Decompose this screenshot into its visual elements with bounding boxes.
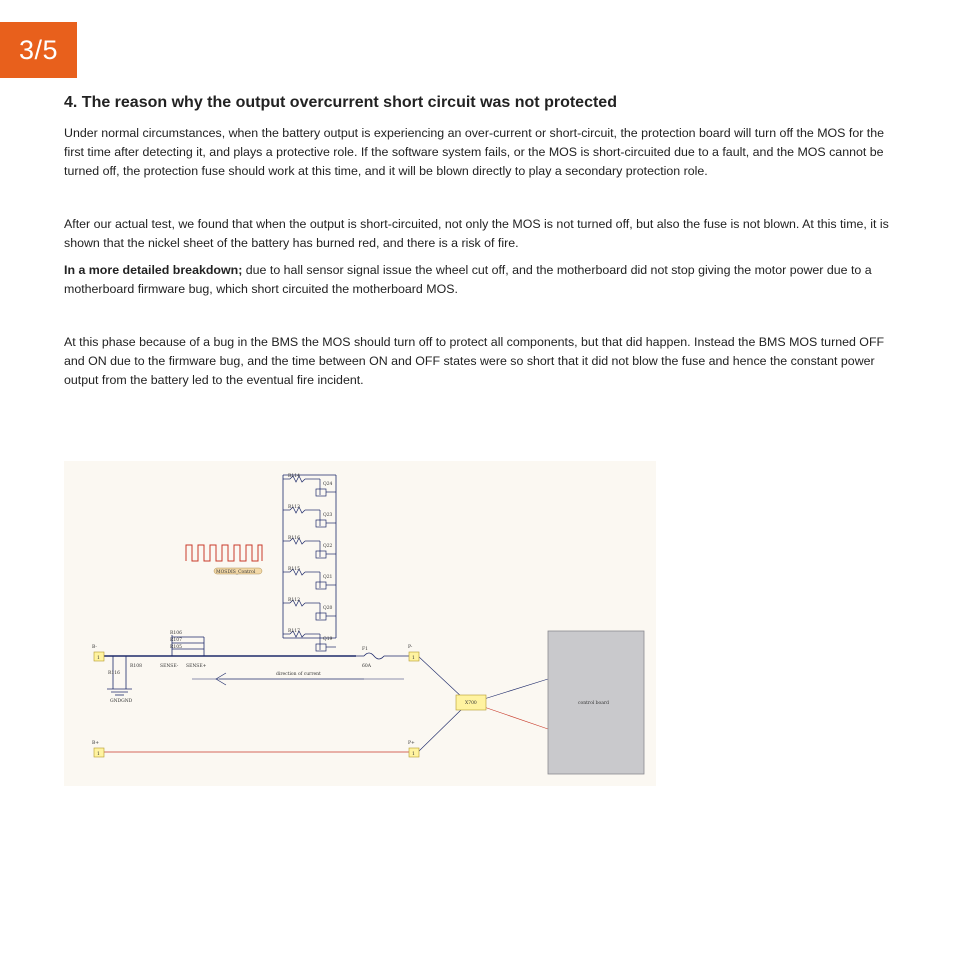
- gate-resistor-label: R116: [288, 536, 300, 541]
- direction-label: direction of current: [276, 672, 321, 677]
- gate-resistor-label: R114: [288, 474, 300, 479]
- sense-resistor-label-1: R106: [170, 631, 182, 636]
- breakdown-text: due to hall sensor signal issue the wheel cut off, and the motherboard did not stop giving the motor power due to a motherboard firmware bug, which short circuited the motherboard MOS.: [64, 263, 872, 296]
- section-heading: 4. The reason why the output overcurrent short circuit was not protected: [64, 94, 617, 111]
- schematic-svg: [64, 461, 656, 786]
- mosfet-row: [283, 535, 336, 558]
- mosfet-symbol: [316, 613, 326, 620]
- x700-label: X700: [465, 701, 477, 706]
- mosfet-label: Q24: [323, 482, 333, 487]
- mosfet-row: [283, 566, 336, 589]
- sense-minus-label: SENSE-: [160, 664, 179, 669]
- b-minus-pin: 1: [97, 656, 100, 661]
- mosfet-row: [283, 473, 336, 496]
- breakdown-bold-lead: In a more detailed breakdown;: [64, 263, 243, 277]
- mosfet-symbol: [316, 644, 326, 651]
- mosfet-symbol: [316, 489, 326, 496]
- ground-label: GNDGND: [110, 699, 133, 704]
- gate-resistor-label: R113: [288, 505, 300, 510]
- p-minus-pin: 1: [412, 656, 415, 661]
- article-body: [64, 94, 904, 390]
- mosfet-symbol: [316, 582, 326, 589]
- mosfet-label: Q19: [323, 637, 333, 642]
- mosfet-symbol: [316, 520, 326, 527]
- mosdis-control-label: MOSDIS_Control: [216, 570, 256, 575]
- paragraph-actual-test: After our actual test, we found that when the output is short-circuited, not only the MOS is not turned off, but also the fuse is not blown. At this time, it is shown that the nickel sheet of the battery has burned red, and there is a risk of fire.: [64, 217, 889, 250]
- b-minus-label: B-: [92, 645, 97, 650]
- circuit-schematic: [64, 461, 656, 786]
- gate-resistor-label: R115: [288, 567, 300, 572]
- paragraph-detailed-breakdown: [64, 261, 904, 299]
- mosfet-symbol: [316, 551, 326, 558]
- fuse-rating: 60A: [362, 664, 371, 669]
- paragraph-bms-bug: At this phase because of a bug in the BMS the MOS should turn off to protect all components, but that did happen. Instead the BMS MOS turned OFF and ON due to the firmware bug, and the time between ON and OFF states were so short that it did not blow the fuse and hence the constant power output from the battery led to the eventual fire incident.: [64, 335, 885, 387]
- mosfet-row: [283, 504, 336, 527]
- paragraph-normal-circumstances: Under normal circumstances, when the battery output is experiencing an over-current or short-circuit, the protection board will turn off the MOS for the first time after detecting it, and plays a protective role. If the software system fails, or the MOS is short-circuited due to a fault, and the MOS cannot be turned off, the protection fuse should work at this time, and it will be blown directly to play a secondary protection role.: [64, 126, 885, 178]
- sense-plus-label: SENSE+: [186, 664, 207, 669]
- sense-resistor-label-3: R105: [170, 645, 182, 650]
- mosfet-label: Q21: [323, 575, 333, 580]
- p-plus-pin: 1: [412, 752, 415, 757]
- left-resistor-label-1: R116: [108, 671, 120, 676]
- mosfet-row: [283, 628, 336, 651]
- pwm-square-wave: [186, 545, 262, 561]
- page-indicator-badge: 3/5: [0, 22, 77, 78]
- mosfet-label: Q23: [323, 513, 333, 518]
- mosfet-label: Q20: [323, 606, 333, 611]
- p-minus-label: P-: [408, 645, 413, 650]
- left-resistor-label-2: R108: [130, 664, 142, 669]
- control-board-label: control board: [578, 701, 609, 706]
- b-plus-label: B+: [92, 741, 100, 746]
- mosfet-row: [283, 597, 336, 620]
- mosfet-label: Q22: [323, 544, 333, 549]
- b-plus-pin: 1: [97, 752, 100, 757]
- p-plus-label: P+: [408, 741, 415, 746]
- fuse-symbol: [364, 653, 384, 659]
- gate-resistor-label: R112: [288, 598, 300, 603]
- mosfet-bank: [283, 473, 336, 651]
- gate-resistor-label: R117: [288, 629, 300, 634]
- fuse-label: F1: [362, 647, 368, 652]
- sense-resistor-label-2: R107: [170, 638, 182, 643]
